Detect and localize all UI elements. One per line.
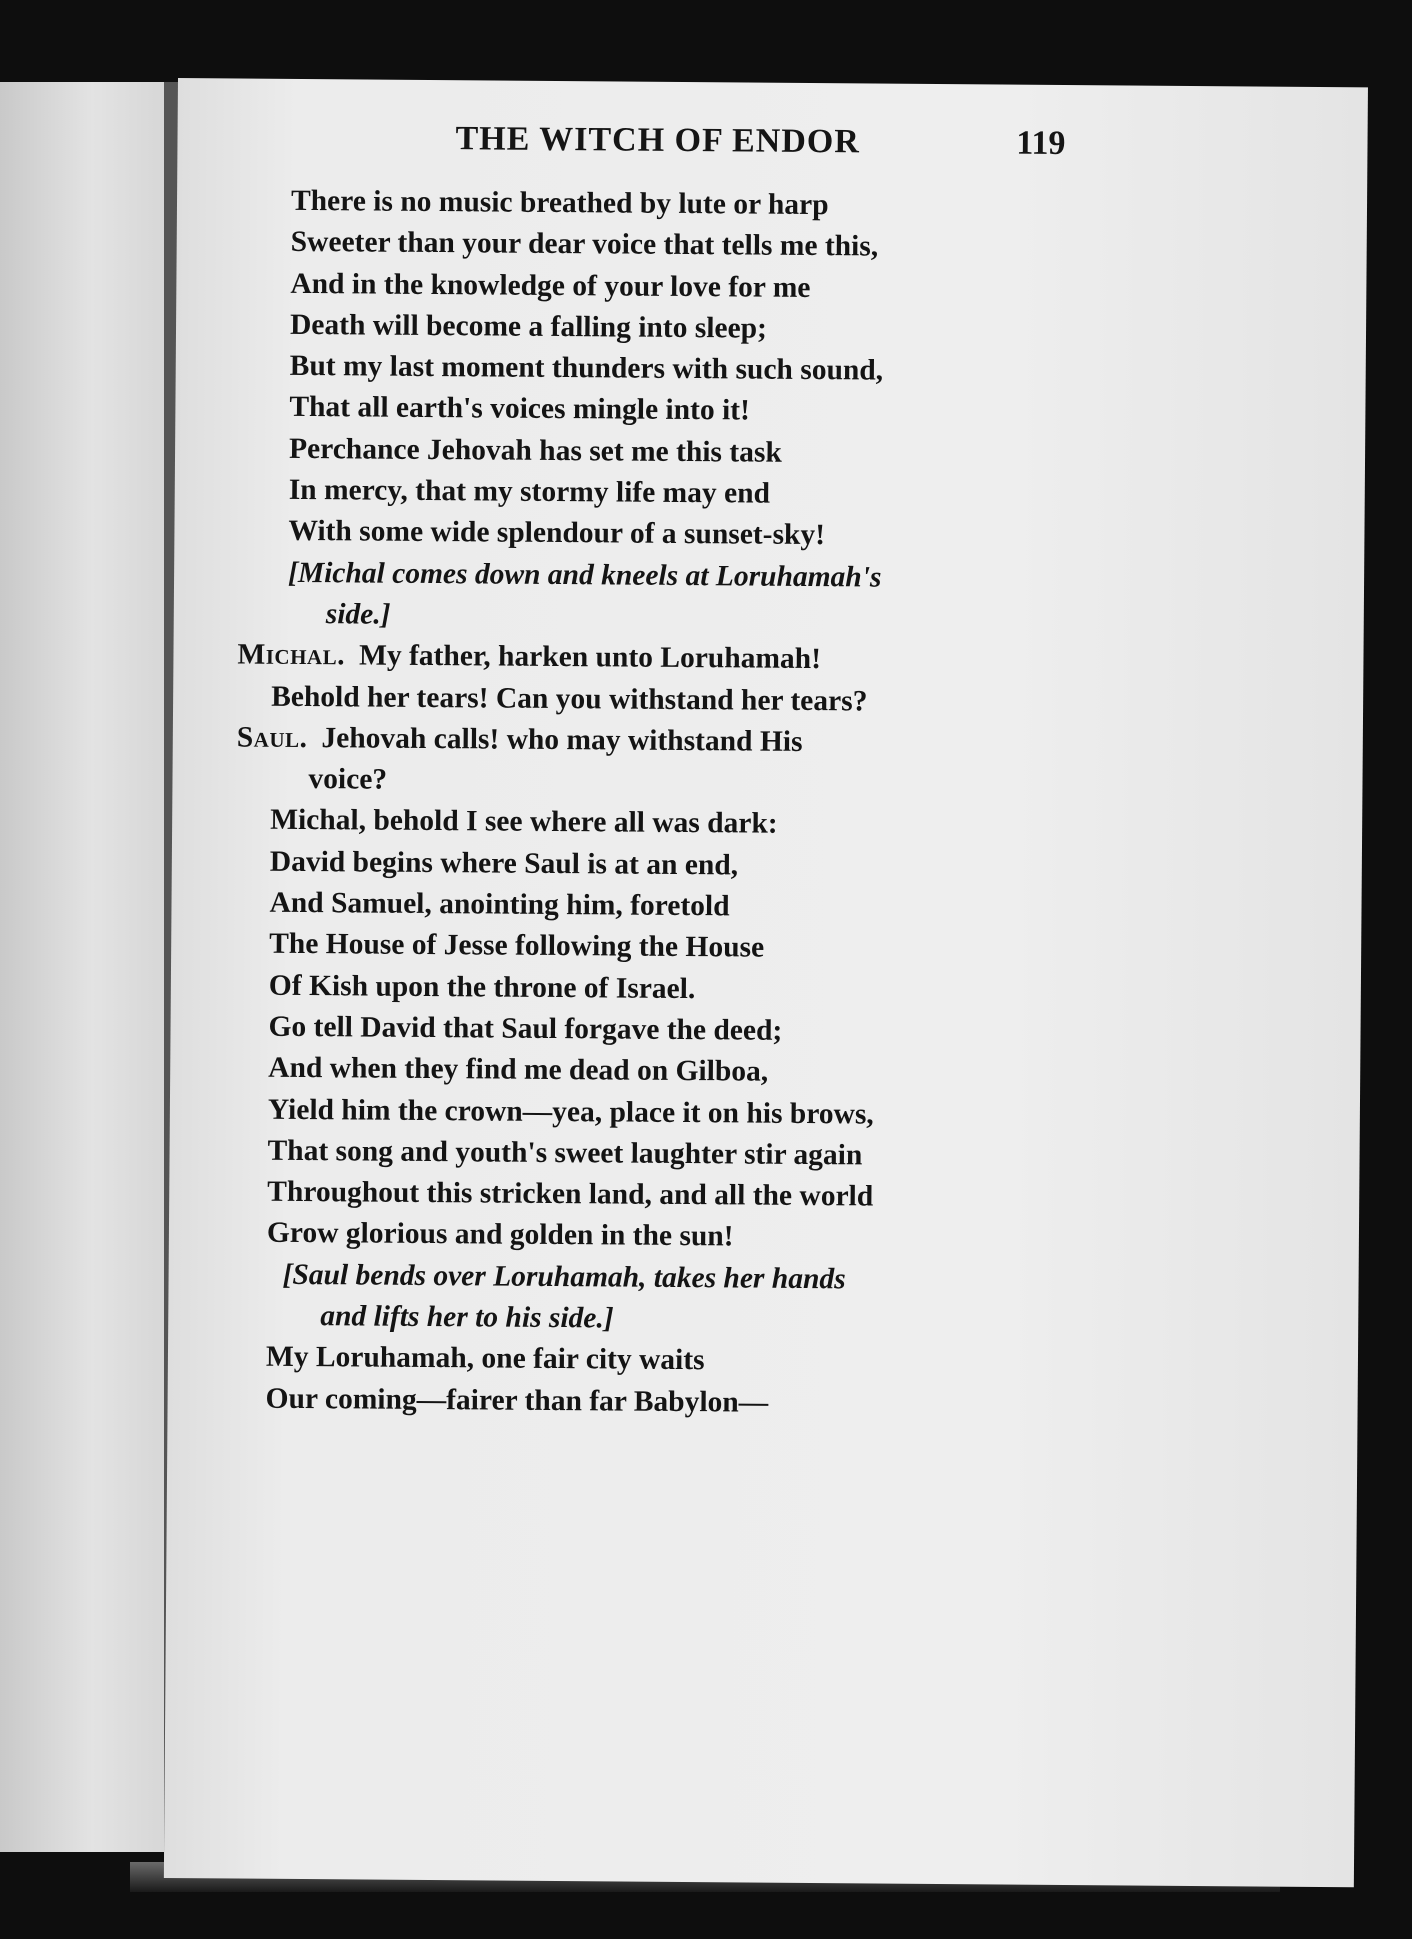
facing-page-edge xyxy=(0,82,170,1852)
line-text: David begins where Saul is at an end, xyxy=(269,845,739,882)
line-text: And in the knowledge of your love for me xyxy=(290,267,811,304)
poem-text xyxy=(231,180,1061,1425)
line-text: And Samuel, anointing him, foretold xyxy=(269,886,730,923)
text-line xyxy=(234,1048,1054,1096)
line-text: Throughout this stricken land, and all the world xyxy=(267,1175,874,1213)
speaker-name: Saul. xyxy=(236,721,308,754)
line-text: And when they find me dead on Gilboa, xyxy=(268,1051,769,1088)
line-text: Jehovah calls! who may withstand His xyxy=(321,722,803,758)
line-text: Death will become a falling into sleep; xyxy=(289,308,768,345)
text-line xyxy=(239,470,1059,518)
text-line xyxy=(241,222,1061,270)
text-line xyxy=(236,759,1056,807)
line-text: [Saul bends over Loruhamah, takes her hands xyxy=(282,1258,846,1295)
line-text: My Loruhamah, one fair city waits xyxy=(265,1341,705,1377)
line-text: Of Kish upon the throne of Israel. xyxy=(268,969,696,1005)
text-line xyxy=(232,1337,1052,1385)
line-text: But my last moment thunders with such sound, xyxy=(289,350,884,387)
text-line xyxy=(240,304,1060,352)
text-line xyxy=(233,1213,1053,1261)
line-text: Michal, behold I see where all was dark: xyxy=(270,804,778,841)
text-line xyxy=(235,965,1055,1013)
text-line xyxy=(234,1006,1054,1054)
text-line xyxy=(241,180,1061,228)
line-text: In mercy, that my stormy life may end xyxy=(288,473,771,510)
line-text: Yield him the crown—yea, place it on his brows, xyxy=(267,1093,874,1131)
text-line xyxy=(239,428,1059,476)
line-text: Sweeter than your dear voice that tells me this, xyxy=(290,226,879,263)
line-text: side.] xyxy=(325,598,391,631)
text-line xyxy=(235,883,1055,931)
line-text: Go tell David that Saul forgave the deed; xyxy=(268,1010,783,1047)
text-line xyxy=(240,263,1060,311)
line-text: Behold her tears! Can you withstand her tears? xyxy=(271,680,868,717)
text-line xyxy=(235,924,1055,972)
speaker-name: Michal. xyxy=(237,638,346,672)
stage-direction-line xyxy=(238,593,1058,641)
line-text: That all earth's voices mingle into it! xyxy=(289,391,751,427)
text-line xyxy=(233,1172,1053,1220)
text-line xyxy=(237,635,1057,683)
line-text: Our coming—fairer than far Babylon— xyxy=(265,1382,769,1419)
line-text: Perchance Jehovah has set me this task xyxy=(288,432,782,469)
text-line xyxy=(238,511,1058,559)
text-line xyxy=(236,841,1056,889)
text-line xyxy=(239,387,1059,435)
line-text: [Michal comes down and kneels at Loruhamah's xyxy=(287,556,882,594)
line-text: That song and youth's sweet laughter stir again xyxy=(267,1134,863,1172)
running-head-title: THE WITCH OF ENDOR xyxy=(455,120,861,161)
stage-direction-line xyxy=(232,1254,1052,1302)
line-text: There is no music breathed by lute or harp xyxy=(290,184,829,222)
text-line xyxy=(234,1089,1054,1137)
line-text: My father, harken unto Loruhamah! xyxy=(358,639,822,676)
text-line xyxy=(237,717,1057,765)
text-line xyxy=(231,1378,1051,1426)
line-text: voice? xyxy=(308,763,388,796)
stage-direction-line xyxy=(238,552,1058,600)
text-line xyxy=(236,800,1056,848)
page-number: 119 xyxy=(1016,124,1066,162)
line-text: The House of Jesse following the House xyxy=(269,928,765,964)
stage-direction-line xyxy=(232,1295,1052,1343)
line-text: and lifts her to his side.] xyxy=(320,1300,614,1335)
line-text: Grow glorious and golden in the sun! xyxy=(266,1217,734,1253)
text-line xyxy=(237,676,1057,724)
book-page xyxy=(164,78,1368,1887)
running-head xyxy=(275,119,1065,185)
text-line xyxy=(240,346,1060,394)
text-line xyxy=(233,1130,1053,1178)
line-text: With some wide splendour of a sunset-sky! xyxy=(288,515,826,552)
